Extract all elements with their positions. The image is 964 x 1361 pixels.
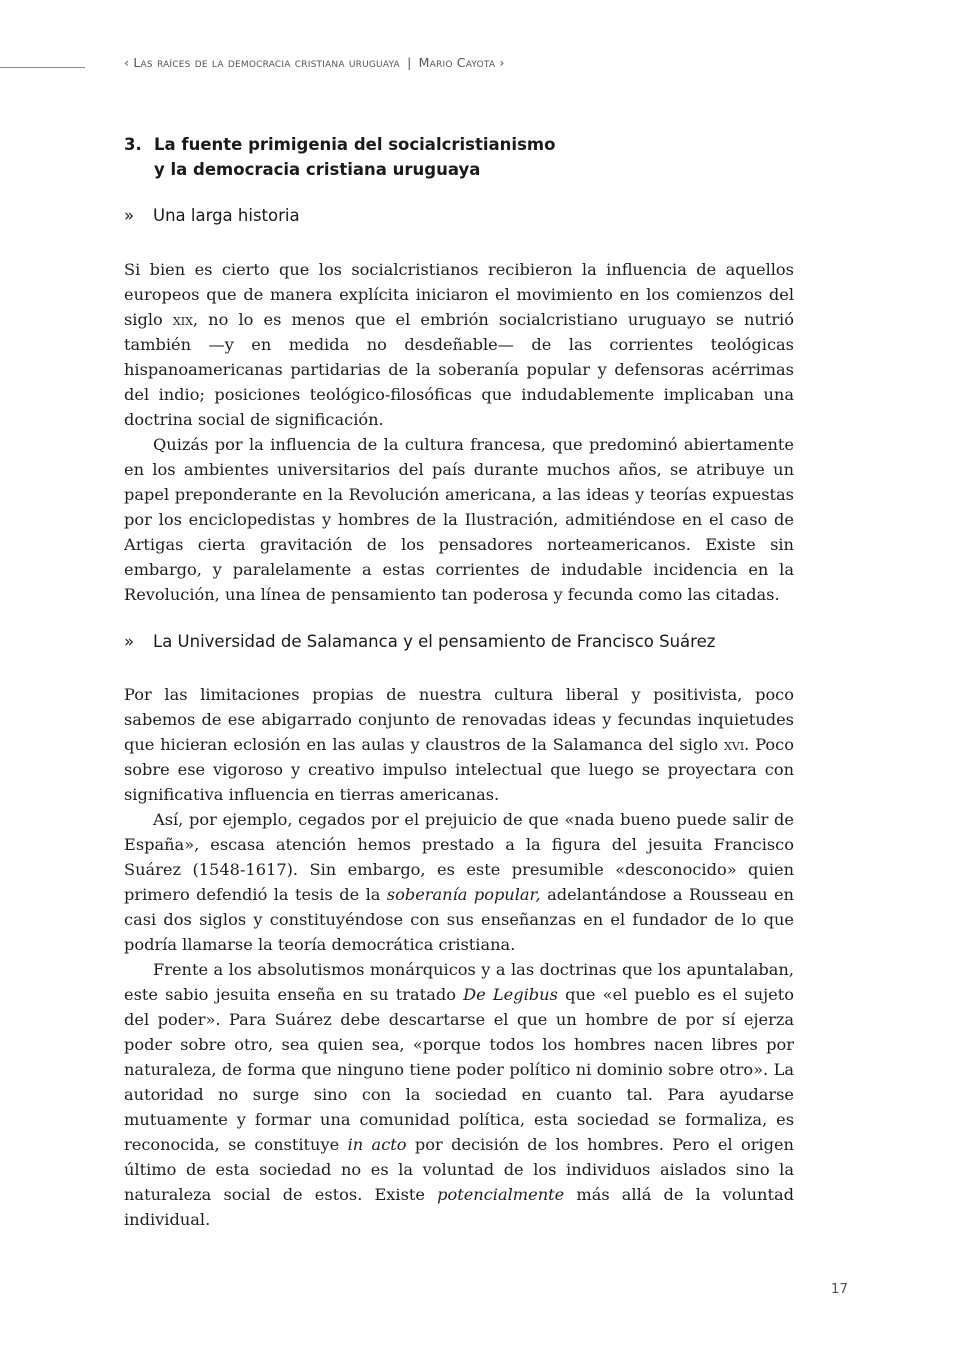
paragraph: Quizás por la influencia de la cultura francesa, que predominó abiertamente en los ambientes universitarios del país durante muchos años, se atribuye un papel preponderante en la Revolución americana, a las ideas y teorías expuestas por los enciclopedistas y hombres de la Ilustración, admitiéndose en el caso de Artigas cierta gravitación de los pensadores norteamericanos. Existe sin embargo, y paralelamente a estas corrientes de indudable incidencia en la Revolución, una línea de pensamiento tan poderosa y fecunda como las citadas.: [124, 435, 794, 604]
section-title: La Universidad de Salamanca y el pensamiento de Francisco Suárez: [153, 632, 716, 651]
paragraph: Por las limitaciones propias de nuestra cultura liberal y positivista, poco sabemos de ese abigarrado conjunto de renovadas ideas y fecundas inquietudes que hicieran eclosión en las aulas y claustros de la Salamanca del siglo xvi. Poco sobre ese vigoroso y creativo impulso intelectual que luego se proyectara con significativa influencia en tierras americanas.: [124, 685, 794, 804]
page-number: 17: [830, 1281, 848, 1297]
section-heading-universidad-salamanca: [124, 632, 715, 651]
paragraph: Si bien es cierto que los socialcristianos recibieron la influencia de aquellos europeos que de manera explícita iniciaron el movimiento en los comienzos del siglo xix, no lo es menos que el embrión socialcristiano uruguayo se nutrió también —y en medida no desdeñable— de las corrientes teológicas hispanoamericanas partidarias de la soberanía popular y defensoras acérrimas del indio; posiciones teológico-filosóficas que indudablemente implicaban una doctrina social de significación.: [124, 260, 794, 429]
chapter-title-line1: La fuente primigenia del socialcristianismo: [154, 135, 556, 154]
section-title: Una larga historia: [153, 206, 300, 225]
header-rule: [0, 67, 85, 68]
chapter-heading: [124, 132, 555, 182]
section-body-universidad-salamanca: [124, 682, 794, 1232]
paragraph: Así, por ejemplo, cegados por el prejuicio de que «nada bueno puede salir de España», escasa atención hemos prestado a la figura del jesuita Francisco Suárez (1548-1617). Sin embargo, es este presumible «desconocido» quien primero defendió la tesis de la soberanía popular, adelantándose a Rousseau en casi dos siglos y constituyéndose con sus enseñanzas en el fundador de lo que podría llamarse la teoría democrática cristiana.: [124, 810, 794, 954]
running-head-author: Mario Cayota ›: [418, 55, 505, 70]
running-head: [124, 55, 505, 70]
chapter-number: 3.: [124, 135, 142, 154]
section-heading-una-larga-historia: [124, 206, 300, 225]
paragraph: Frente a los absolutismos monárquicos y a las doctrinas que los apuntalaban, este sabio jesuita enseña en su tratado De Legibus que «el pueblo es el sujeto del poder». Para Suárez debe descartarse el que un hombre de por sí ejerza poder sobre otro, sea quien sea, «porque todos los hombres nacen libres por naturaleza, de forma que ninguno tiene poder político ni dominio sobre otro». La autoridad no surge sino con la sociedad en cuanto tal. Para ayudarse mutuamente y formar una comunidad política, esta sociedad se formaliza, es reconocida, se constituye in acto por decisión de los hombres. Pero el origen último de esta sociedad no es la voluntad de los individuos aislados sino la naturaleza social de estos. Existe potencialmente más allá de la voluntad individual.: [124, 960, 795, 1229]
section-marker: »: [124, 206, 135, 225]
running-head-separator: |: [407, 55, 412, 70]
section-marker: »: [124, 632, 135, 651]
chapter-title-line2: y la democracia cristiana uruguaya: [154, 160, 481, 179]
section-body-una-larga-historia: [124, 257, 794, 607]
running-head-book-title: ‹ Las raíces de la democracia cristiana uruguaya: [124, 55, 400, 70]
